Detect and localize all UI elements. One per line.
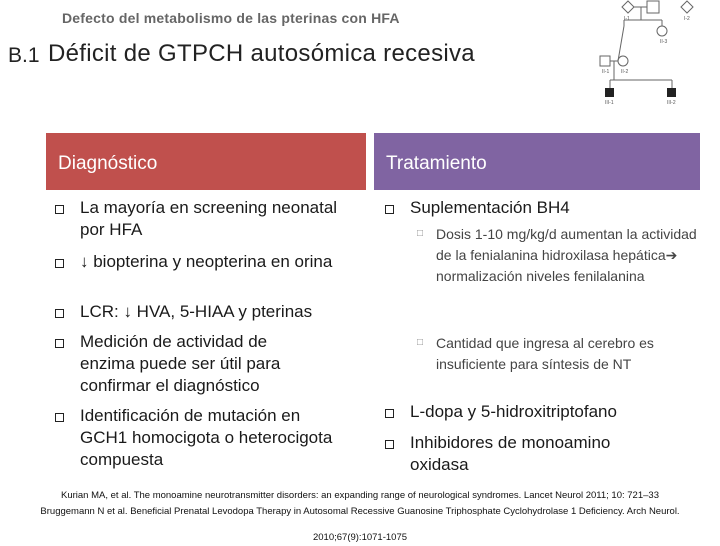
pedigree-male-i2	[647, 1, 659, 13]
tratamiento-heading: Tratamiento	[386, 153, 487, 174]
pedigree-diamond-i3	[681, 1, 693, 13]
pedigree-affected-iii1	[605, 88, 614, 97]
bullet-icon	[55, 413, 64, 422]
pedigree-label-i1: I-1	[624, 16, 630, 22]
subitem-text: normalización niveles fenilalanina	[436, 268, 645, 284]
pedigree-male-ii1	[600, 56, 610, 66]
bullet-icon	[385, 409, 394, 418]
reference-line: 2010;67(9):1071-1075	[312, 532, 408, 543]
pedigree-affected-iii2	[667, 88, 676, 97]
diagnostico-item: Medición de actividad de enzima puede ser útil para confirmar el diagnóstico	[80, 332, 281, 395]
pedigree-label-iii2: III-2	[667, 100, 676, 106]
pedigree-female-ii3	[657, 26, 667, 36]
diagnostico-item: LCR: ↓ HVA, 5-HIAA y pterinas	[80, 302, 313, 321]
diagnostico-heading: Diagnóstico	[58, 153, 158, 174]
diagnostico-item: La mayoría en screening neonatal por HFA	[80, 198, 338, 239]
tratamiento-header	[374, 133, 700, 190]
pedigree-label-ii3: II-3	[660, 39, 668, 45]
bullet-icon	[55, 205, 64, 214]
sub-bullet-icon: □	[417, 337, 424, 348]
bullet-icon	[55, 339, 64, 348]
tratamiento-item: Suplementación BH4	[410, 198, 570, 217]
bullet-icon	[55, 309, 64, 318]
diagnostico-item: ↓ biopterina y neopterina en orina	[80, 252, 333, 271]
pedigree-diamond-i1	[622, 1, 634, 13]
slide-title: Déficit de GTPCH autosómica recesiva	[48, 40, 475, 67]
diagnostico-header	[46, 133, 366, 190]
bullet-icon	[55, 259, 64, 268]
slide-header-title: Defecto del metabolismo de las pterinas con HFA	[62, 10, 400, 26]
reference-line: Bruggemann N et al. Beneficial Prenatal Levodopa Therapy in Autosomal Recessive Guanosine Triphosphate Cyclohydrolase 1 Deficiency. Arch Neurol.	[40, 506, 680, 517]
bullet-icon	[385, 205, 394, 214]
tratamiento-subitem	[436, 224, 698, 287]
tratamiento-item: L-dopa y 5-hidroxitriptofano	[410, 402, 617, 421]
pedigree-label-iii1: III-1	[605, 100, 614, 106]
sub-bullet-icon: □	[417, 228, 424, 239]
arrow-right-icon: ➔	[665, 247, 678, 263]
pedigree-label-ii2: II-2	[621, 69, 629, 75]
pedigree-female-ii2	[618, 56, 628, 66]
bullet-icon	[385, 440, 394, 449]
reference-line: Kurian MA, et al. The monoamine neurotransmitter disorders: an expanding range of neurological syndromes. Lancet Neurol 2011; 10: 721–33	[61, 490, 659, 501]
pedigree-label-i2: I-2	[684, 16, 690, 22]
pedigree-diagram	[588, 0, 714, 112]
tratamiento-subitem: Cantidad que ingresa al cerebro es insuficiente para síntesis de NT	[436, 335, 654, 372]
diagnostico-item: Identificación de mutación en GCH1 homocigota o heterocigota compuesta	[80, 406, 333, 469]
pedigree-label-ii1: II-1	[602, 69, 610, 75]
tratamiento-item: Inhibidores de monoamino oxidasa	[410, 433, 611, 474]
section-number: B.1	[8, 44, 40, 67]
subitem-text: Dosis 1-10 mg/kg/d aumentan la actividad de la fenialanina hidroxilasa hepática	[436, 226, 697, 263]
